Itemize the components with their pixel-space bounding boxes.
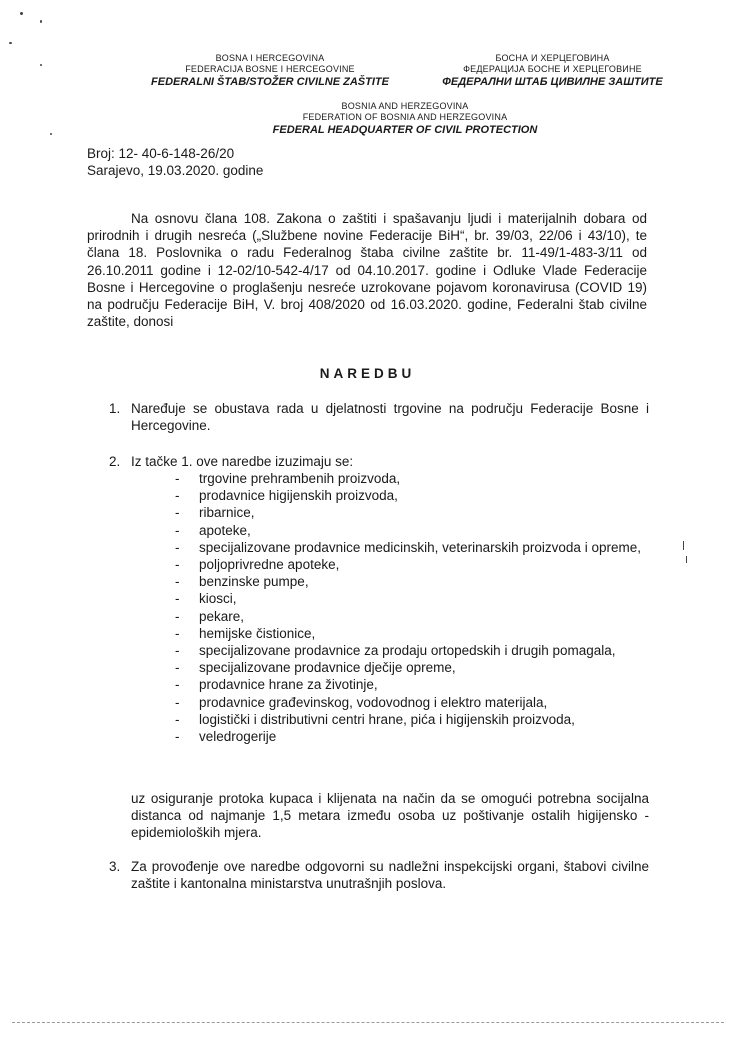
header-cyrillic [425,53,680,89]
header-federation-english: FEDERATION OF BOSNIA AND HERZEGOVINA [302,112,508,122]
list-item: - specijalizovane prodavnice za prodaju ortopedskih i drugih pomagala, [175,642,649,659]
item-text: Za provođenje ove naredbe odgovorni su nadležni inspekcijski organi, štabovi civilne zaštite i kantonalna ministarstva unutrašnjih poslova. [131,859,649,892]
order-title: NAREDBU [319,366,416,381]
list-item: - prodavnice hrane za životinje, [175,676,649,693]
scan-speck [40,20,42,23]
item-text: Iz tačke 1. ove naredbe izuzimaju se: [131,454,354,469]
list-item: - prodavnice građevinskog, vodovodnog i elektro materijala, [175,694,649,711]
header-federation: FEDERACIJA BOSNE I HERCEGOVINE [185,64,355,74]
list-item: - apoteke, [175,522,649,539]
header-english [240,101,570,137]
scan-speck [9,42,12,44]
header-institution: FEDERALNI ŠTAB/STOŽER CIVILNE ZAŠTITE [151,76,389,88]
scan-speck [683,541,684,550]
header-country-english: BOSNIA AND HERZEGOVINA [341,101,469,111]
header-latin [140,53,400,89]
list-item: - hemijske čistionice, [175,625,649,642]
scan-speck [686,556,687,563]
scan-speck [40,64,42,66]
list-item: - specijalizovane prodavnice dječije opreme, [175,659,649,676]
exemption-condition: uz osiguranje protoka kupaca i klijenata na način da se omogući potrebna socijalna distanca od najmanje 1,5 metara između osoba uz poštivanje ostalih higijensko - epidemioloških mjera. [131,791,649,841]
list-item: - poljoprivredne apoteke, [175,556,649,573]
item-text: Naređuje se obustava rada u djelatnosti trgovine na području Federacije Bosne i Hercegovine. [131,401,649,434]
list-item: - kiosci, [175,590,649,607]
list-item: - logistički i distributivni centri hrane, pića i higijenskih proizvoda, [175,711,649,728]
list-item: - trgovine prehrambenih proizvoda, [175,470,649,487]
scan-edge-line [12,1022,724,1023]
list-item: - ribarnice, [175,504,649,521]
header-country-cyrillic: БОСНА И ХЕРЦЕГОВИНА [495,53,610,63]
item-number: 1. [109,401,121,416]
list-item: - specijalizovane prodavnice medicinskih, veterinarskih proizvoda i opreme, [175,539,649,556]
header-country: BOSNA I HERCEGOVINA [215,53,325,63]
list-item: - veledrogerije [175,728,649,745]
header-federation-cyrillic: ФЕДЕРАЦИЈА БОСНЕ И ХЕРЦЕГОВИНЕ [463,64,642,74]
reference-number: Broj: 12- 40-6-148-26/20 [87,146,235,161]
list-item: - prodavnice higijenskih proizvoda, [175,487,649,504]
header-institution-english: FEDERAL HEADQUARTER OF CIVIL PROTECTION [272,124,538,136]
list-item: - pekare, [175,608,649,625]
list-item: - benzinske pumpe, [175,573,649,590]
scan-speck [20,12,23,15]
item-number: 2. [109,454,121,469]
header-institution-cyrillic: ФЕДЕРАЛНИ ШТАБ ЦИВИЛНЕ ЗАШТИТЕ [442,76,663,88]
reference-date: Sarajevo, 19.03.2020. godine [87,163,264,178]
item-number: 3. [109,859,121,874]
legal-basis-paragraph: Na osnovu člana 108. Zakona o zaštiti i spašavanju ljudi i materijalnih dobara od prirodnih i drugih nesreća („Službene novine Federacije BiH“, br. 39/03, 22/06 i 43/10), te člana 18. Poslovnika o radu Federalnog štaba civilne zaštite br. 11-49/1-483-3/11 od 26.10.2011 godine i 12-02/10-542-4/17 od 04.10.2017. godine i Odluke Vlade Federacije Bosne i Hercegovine o proglašenju nesreće uzrokovane pojavom koronavirusa (COVID 19) na području Federacije BiH, V. broj 408/2020 od 16.03.2020. godine, Federalni štab civilne zaštite, donosi [87,211,647,330]
exemption-list [175,470,649,745]
scan-speck [50,133,52,135]
